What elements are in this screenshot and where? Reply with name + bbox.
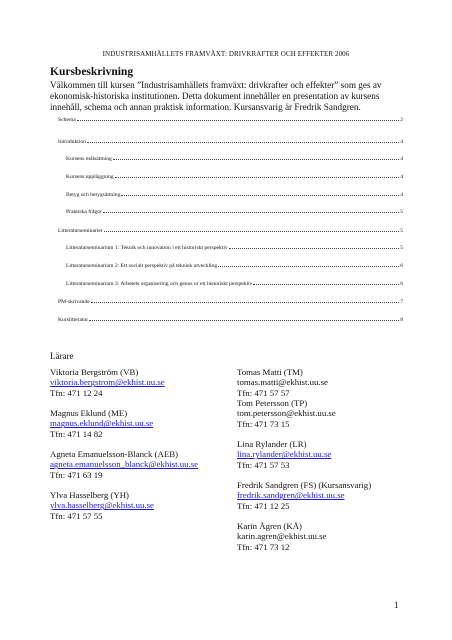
teacher-email: karin.agren@ekhist.uu.se — [237, 531, 327, 542]
toc-item-kurslitteratur[interactable]: Kurslitteratur 8 — [58, 317, 403, 323]
toc-item-seminarium-3[interactable]: Litteraturseminarium 3: Arbetets organisering och genus ur ett historiskt perspektiv 6 — [66, 281, 403, 287]
toc-item-praktiska-fragor[interactable]: Praktiska frågor 5 — [66, 209, 403, 215]
teacher-name: Fredrik Sandgren (FS) (Kursansvarig) — [237, 480, 372, 490]
teacher-email: tom.petersson@ekhist.uu.se — [237, 408, 336, 419]
teacher-name: Tom Petersson (TP) — [237, 398, 308, 408]
teacher-phone: Tfn: 471 63 19 — [50, 469, 103, 480]
teacher-name: Magnus Eklund (ME) — [50, 408, 128, 418]
toc-item-upplaggning[interactable]: Kursens uppläggning 4 — [66, 174, 403, 180]
toc-item-betyg[interactable]: Betyg och betygsättning 4 — [66, 192, 403, 198]
toc-item-malsattning[interactable]: Kursens målsättning 4 — [66, 156, 403, 162]
toc-item-pm-skrivande[interactable]: PM-skrivande 7 — [58, 299, 403, 305]
teacher-entry — [50, 367, 165, 398]
teacher-name: Agneta Emanuelsson-Blanck (AEB) — [50, 449, 179, 459]
teacher-name: Viktoria Bergström (VB) — [50, 367, 139, 377]
teacher-phone: Tfn: 471 73 15 — [237, 418, 290, 429]
teacher-phone: Tfn: 471 12 25 — [237, 500, 290, 511]
teacher-entry — [50, 490, 154, 521]
running-header: INDUSTRISAMHÄLLETS FRAMVÄXT: DRIVKRAFTER OCH EFFEKTER 2006 — [102, 50, 350, 58]
teacher-email-link[interactable]: lina.rylander@ekhist.uu.se — [237, 449, 332, 460]
teacher-email: tomas.matti@ekhist.uu.se — [237, 377, 328, 388]
intro-paragraph: Välkommen till kursen ”Industrisamhällets framväxt: drivkrafter och effekter” som ges av ekonomisk-historiska institutionen. Detta dokument innehåller en presentation av kursens innehåll, schema och annan praktisk information. Kursansvarig är Fredrik Sandgren. — [50, 80, 382, 113]
teacher-entry — [237, 480, 371, 511]
teacher-entry — [237, 521, 326, 552]
teacher-phone: Tfn: 471 57 53 — [237, 459, 290, 470]
teacher-entry — [237, 439, 331, 470]
teacher-name: Tomas Matti (TM) — [237, 367, 303, 377]
toc-item-seminarium-2[interactable]: Litteraturseminarium 2: Ett socialt perspektiv på teknisk utveckling 6 — [66, 263, 403, 269]
teacher-phone: Tfn: 471 14 82 — [50, 428, 103, 439]
teacher-entry — [50, 408, 153, 439]
teacher-phone: Tfn: 471 57 55 — [50, 510, 103, 521]
toc-item-seminarium-1[interactable]: Litteraturseminarium 1: Teknik och innovation i ett historiskt perspektiv 5 — [66, 245, 403, 251]
page-title: Kursbeskrivning — [50, 66, 134, 78]
toc-item-schema[interactable]: Schema 2 — [58, 117, 403, 123]
teacher-email-link[interactable]: viktoria.bergstrom@ekhist.uu.se — [50, 377, 165, 388]
teacher-name: Ylva Hasselberg (YH) — [50, 490, 129, 500]
teacher-email-link[interactable]: magnus.eklund@ekhist.uu.se — [50, 418, 154, 429]
teacher-name: Karin Ågren (KÅ) — [237, 521, 302, 531]
toc-item-litteraturseminarier[interactable]: Litteraturseminarier 5 — [58, 228, 403, 234]
teacher-email-link[interactable]: agneta.emanuelsson_blanck@ekhist.uu.se — [50, 459, 199, 470]
teacher-entry — [237, 367, 328, 398]
teacher-name: Lina Rylander (LR) — [237, 439, 307, 449]
teacher-entry — [50, 449, 198, 480]
page-number: 1 — [394, 600, 399, 610]
teacher-phone: Tfn: 471 12 24 — [50, 387, 103, 398]
toc-item-introduktion[interactable]: Introduktion 4 — [58, 139, 403, 145]
teacher-phone: Tfn: 471 57 57 — [237, 387, 290, 398]
teacher-email-link[interactable]: fredrik.sandgren@ekhist.uu.se — [237, 490, 345, 501]
teachers-heading: Lärare — [50, 351, 74, 361]
teacher-email-link[interactable]: ylva.hasselberg@ekhist.uu.se — [50, 500, 154, 511]
teacher-entry — [237, 398, 336, 429]
teacher-phone: Tfn: 471 73 12 — [237, 541, 290, 552]
